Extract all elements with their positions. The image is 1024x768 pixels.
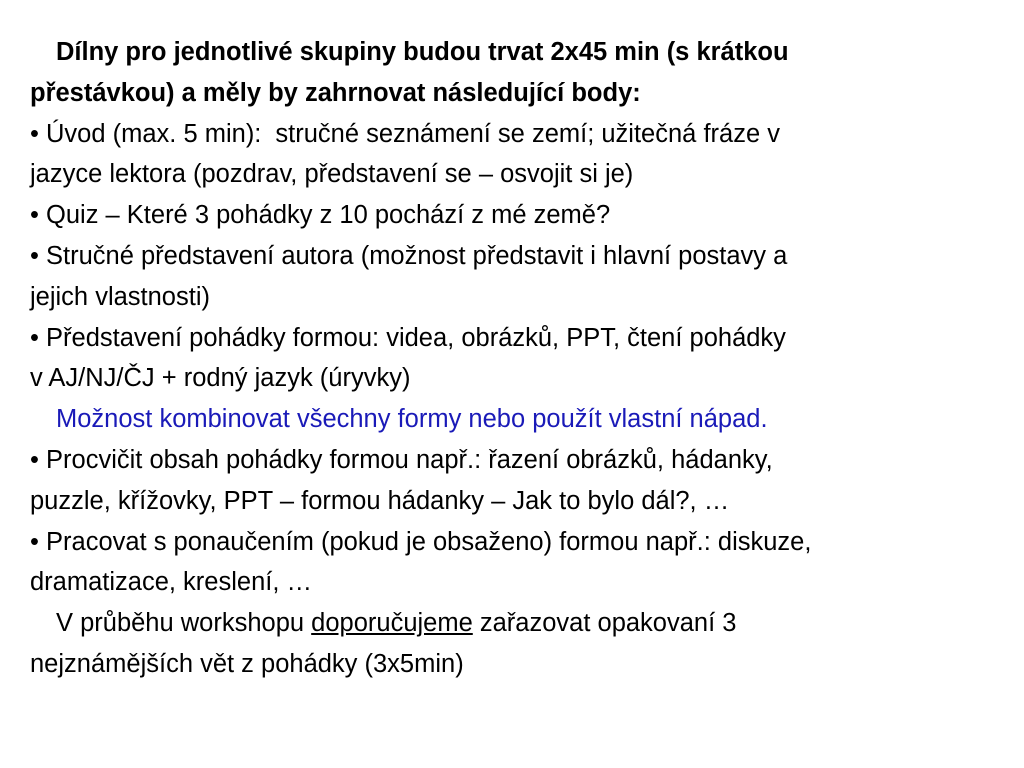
bullet-practice-line-2: puzzle, křížovky, PPT – formou hádanky – Jak to bylo dál?, … [30,486,730,515]
closing-pre: V průběhu workshopu [56,609,305,638]
closing-line-2: nejznámějších vět z pohádky (3x5min) [30,649,464,678]
bullet-author-line-2: jejich vlastnosti) [30,282,210,311]
closing-emphasis: doporučujeme [311,609,473,638]
bullet-author-line-1: • Stručné představení autora (možnost představit i hlavní postavy a [30,241,788,270]
bullet-quiz: • Quiz – Které 3 pohádky z 10 pochází z mé země? [30,201,611,230]
bullet-presentation-line-2: v AJ/NJ/ČJ + rodný jazyk (úryvky) [30,364,411,393]
bullet-practice-line-1: • Procvičit obsah pohádky formou např.: řazení obrázků, hádanky, [30,445,773,474]
bullet-intro [30,114,1000,155]
bullet-intro-line-2: jazyce lektora (pozdrav, představení se – osvojit si je) [30,160,634,189]
closing-post: zařazovat opakovaní 3 [479,609,737,638]
intro-line-1: Dílny pro jednotlivé skupiny budou trvat 2x45 min (s krátkou [56,38,789,66]
slide-body [30,32,1000,685]
closing-line-1 [30,603,1000,644]
note-combine-forms: Možnost kombinovat všechny formy nebo použít vlastní nápad. [56,405,768,434]
intro-line-2: přestávkou) a měly by zahrnovat následující body: [30,78,641,107]
bullet-intro-text: stručné seznámení se zemí; užitečná fráze v [275,119,780,148]
bullet-intro-label: • Úvod (max. 5 min): [30,119,262,148]
bullet-moral-line-2: dramatizace, kreslení, … [30,568,313,597]
bullet-presentation-line-1: • Představení pohádky formou: videa, obrázků, PPT, čtení pohádky [30,323,786,352]
bullet-moral-line-1: • Pracovat s ponaučením (pokud je obsaženo) formou např.: diskuze, [30,527,812,556]
